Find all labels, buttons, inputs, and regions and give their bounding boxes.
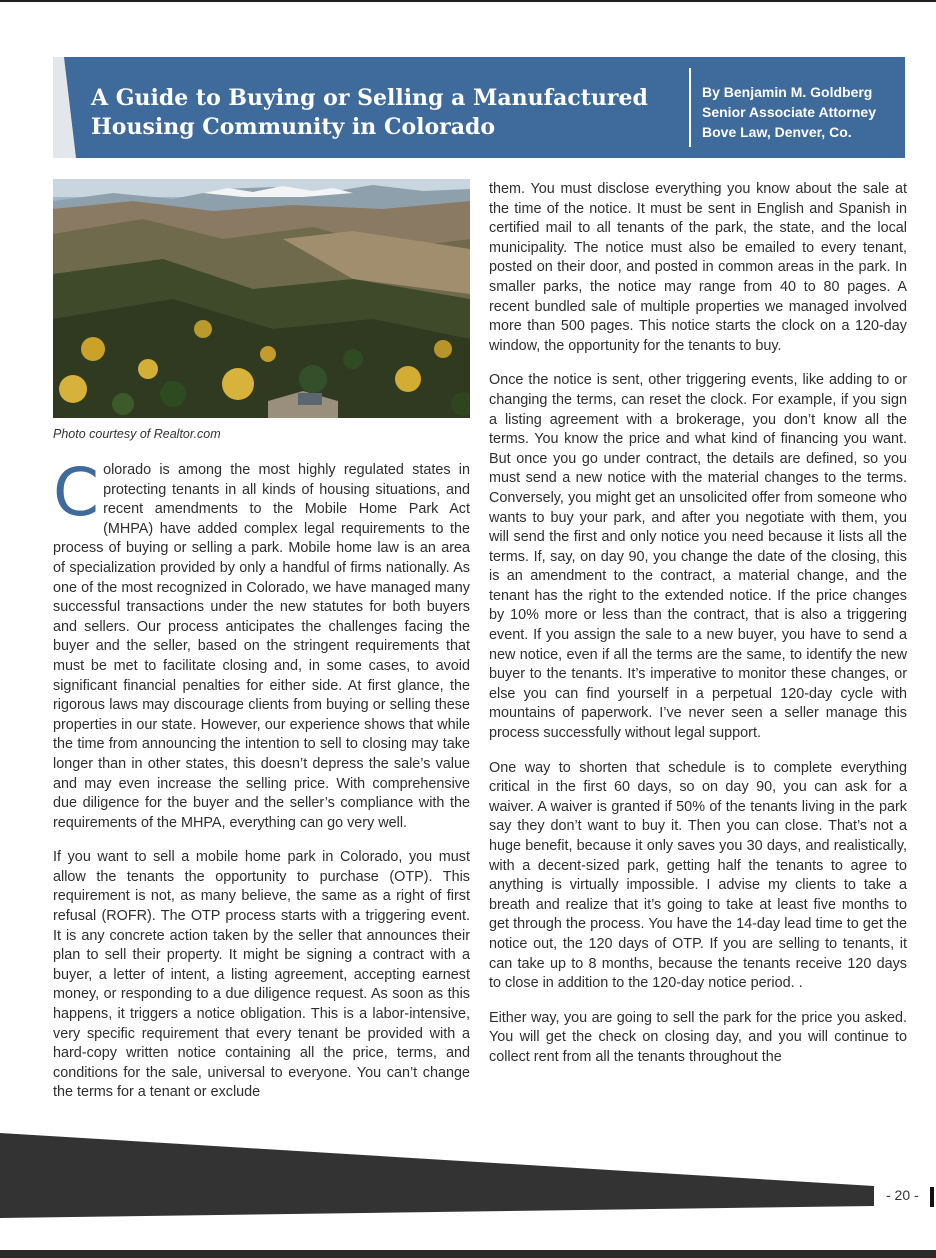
author-firm: Bove Law, Denver, Co. <box>702 124 852 140</box>
article-title: A Guide to Buying or Selling a Manufactured Housing Community in Colorado <box>91 85 648 140</box>
article-right-column <box>489 180 907 1068</box>
page-marker <box>930 1187 934 1207</box>
paragraph: One way to shorten that schedule is to complete everything critical in the first 60 days, so on day 90, you can ask for a waiver. A waiver is granted if 50% of the tenants living in the park say they don’t want to buy it. Then you can close. That’s not a huge benefit, because it only saves you 30 days, and realistically, with a decent-sized park, getting half the tenants to agree to anything is virtually impossible. I advise my clients to take a breath and realize that it’s going to take at least five months to get through the process. You have the 14-day lead time to get the notice out, the 120 days of OTP. If you are selling to tenants, it can take up to 8 months, because the tenants receive 120 days to close in addition to the 120-day notice period. . <box>489 759 907 992</box>
author-name: By Benjamin M. Goldberg <box>702 84 873 100</box>
paragraph: Either way, you are going to sell the park for the price you asked. You will get the check on closing day, and you will continue to collect rent from all the tenants throughout the <box>489 1009 907 1065</box>
footer-band <box>0 1130 936 1250</box>
photo-caption: Photo courtesy of Realtor.com <box>53 427 221 441</box>
page-number: - 20 - <box>886 1187 919 1203</box>
mountain-landscape-photo <box>53 179 470 418</box>
paragraph: Once the notice is sent, other triggering events, like adding to or changing the terms, can reset the clock. For example, if you sign a listing agreement with a brokerage, you don’t know all the terms. You know the price and what kind of financing you want. But once you go under contract, the details are defined, so you must send a new notice with the material changes to the terms. Conversely, you might get an unsolicited offer from someone who wants to buy your park, and after you negotiate with them, you will send the first and only notice you need because it lists all the terms. If, say, on day 90, you change the date of the closing, this is an amendment to the contract, a material change, and the tenant has the right to the extended notice. If the price changes by 10% more or less than the contract, that is also a triggering event. If you assign the sale to a new buyer, you have to send a new notice, even if all the terms are the same, to identify the new buyer to the tenants. It’s imperative to monitor these changes, or else you can find yourself in a perpetual 120-day cycle with mountains of paperwork. I’ve never seen a seller manage this process successfully without legal support. <box>489 372 907 742</box>
bottom-border <box>0 1250 936 1258</box>
byline <box>702 82 902 142</box>
article-left-column <box>53 454 470 1103</box>
banner-divider <box>689 68 691 147</box>
paragraph <box>53 454 470 833</box>
author-role: Senior Associate Attorney <box>702 104 877 120</box>
drop-cap: C <box>53 454 100 531</box>
paragraph-text: olorado is among the most highly regulated states in protecting tenants in all kinds of housing situations, and recent amendments to the Mobile Home Park Act (MHPA) have added complex legal requirements to the process of buying or selling a park. Mobile home law is an area of specialization provided by only a handful of firms nationally. As one of the most recognized in Colorado, we have managed many successful transactions under the new statutes for both buyers and sellers. Our process anticipates the challenges facing the buyer and the seller, based on the stringent requirements that must be met to facilitate closing and, in some cases, to avoid significant financial penalties for either side. At first glance, the rigorous laws may discourage clients from buying or selling these properties in our state. However, our experience shows that while the time from announcing the intention to sell to closing may take longer than in other states, this doesn’t depress the sale’s value and may even increase the selling price. With comprehensive due diligence for the buyer and the seller’s compliance with the requirements of the MHPA, everything can go very well. <box>53 462 470 831</box>
paragraph: them. You must disclose everything you know about the sale at the time of the notice. It must be sent in English and Spanish in certified mail to all tenants of the park, the state, and the local municipality. The notice must also be emailed to every tenant, posted on their door, and posted in common areas in the park. In smaller parks, the notice may range from 40 to 80 pages. A recent bundled sale of multiple properties we managed involved more than 500 pages. This notice starts the clock on a 120-day window, the opportunity for the tenants to buy. <box>489 181 907 354</box>
paragraph: If you want to sell a mobile home park in Colorado, you must allow the tenants the opportunity to purchase (OTP). This requirement is not, as many believe, the same as a right of first refusal (ROFR). The OTP process starts with a triggering event. It is any concrete action taken by the seller that announces their plan to sell their property. It might be signing a contract with a buyer, a letter of intent, a listing agreement, accepting earnest money, or responding to a due diligence request. As soon as this happens, it triggers a notice obligation. This is a labor-intensive, very specific requirement that every tenant be provided with a hard-copy written notice containing all the price, terms, and conditions for the sale, universal to everyone. You can’t change the terms for a tenant or exclude <box>53 849 470 1101</box>
top-border <box>0 0 936 2</box>
